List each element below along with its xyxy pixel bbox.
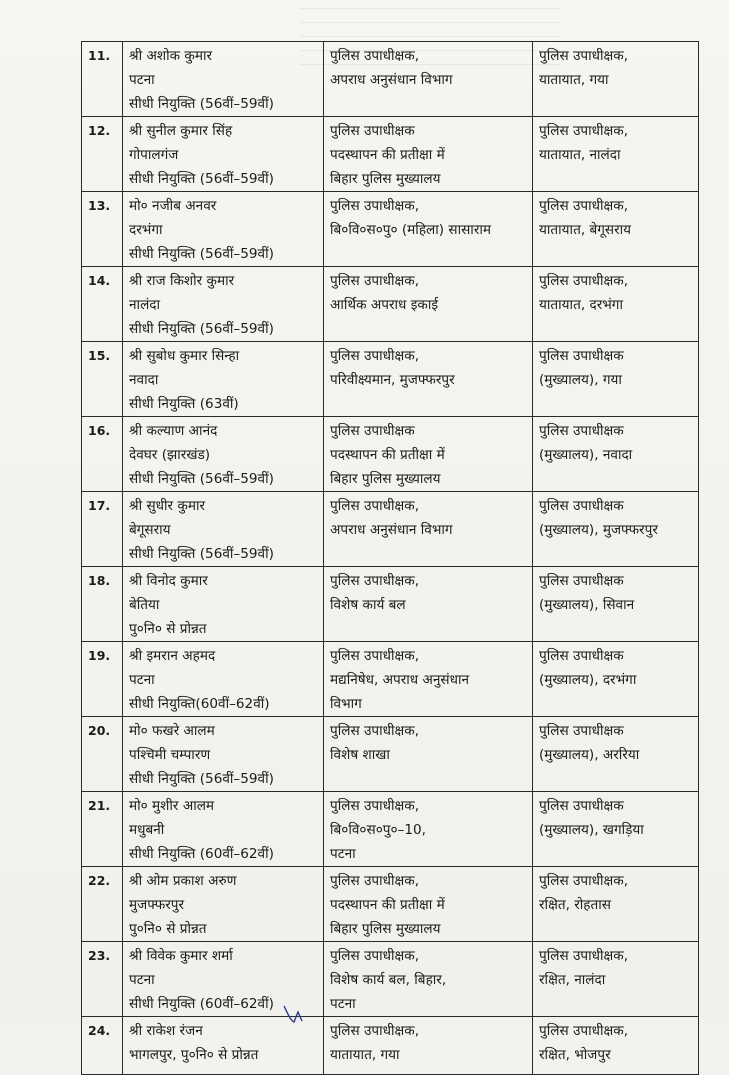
current-posting-line: पुलिस उपाधीक्षक, <box>330 948 420 964</box>
table-row <box>82 417 699 492</box>
current-posting-line: आर्थिक अपराध इकाई <box>330 297 439 313</box>
officer-line: भागलपुर, पु०नि० से प्रोन्नत <box>129 1047 259 1063</box>
officer-line: देवघर (झारखंड) <box>129 447 211 463</box>
new-posting-cell <box>533 642 699 717</box>
new-posting-cell <box>533 417 699 492</box>
serial-number: 15. <box>82 342 123 417</box>
officer-cell <box>123 567 324 642</box>
officer-line: सीधी नियुक्ति (60वीं–62वीं) <box>129 996 274 1012</box>
table-row <box>82 792 699 867</box>
new-posting-line: (मुख्यालय), अररिया <box>539 747 640 763</box>
officer-line: गोपालगंज <box>129 147 179 163</box>
officer-line: नालंदा <box>129 297 161 313</box>
serial-number: 23. <box>82 942 123 1017</box>
officer-line: नवादा <box>129 372 159 388</box>
new-posting-cell <box>533 117 699 192</box>
officer-line: श्री विवेक कुमार शर्मा <box>129 948 233 964</box>
current-posting-cell <box>324 1017 533 1075</box>
serial-number: 11. <box>82 42 123 117</box>
officer-line: सीधी नियुक्ति (56वीं–59वीं) <box>129 471 274 487</box>
serial-number: 22. <box>82 867 123 942</box>
officer-line: श्री सुनील कुमार सिंह <box>129 123 233 139</box>
officer-line: सीधी नियुक्ति (56वीं–59वीं) <box>129 171 274 187</box>
officer-line: पटना <box>129 72 155 88</box>
officer-line: श्री राज किशोर कुमार <box>129 273 235 289</box>
new-posting-cell <box>533 792 699 867</box>
new-posting-line: पुलिस उपाधीक्षक, <box>539 873 629 889</box>
table-row <box>82 192 699 267</box>
new-posting-line: रक्षित, नालंदा <box>539 972 606 988</box>
officer-line: श्री सुधीर कुमार <box>129 498 206 514</box>
current-posting-cell <box>324 867 533 942</box>
new-posting-line: यातायात, नालंदा <box>539 147 621 163</box>
serial-number: 13. <box>82 192 123 267</box>
current-posting-line: पुलिस उपाधीक्षक <box>330 123 415 139</box>
officer-line: पटना <box>129 672 155 688</box>
officer-cell <box>123 117 324 192</box>
officer-line: श्री इमरान अहमद <box>129 648 216 664</box>
current-posting-line: पटना <box>330 996 356 1012</box>
new-posting-line: रक्षित, भोजपुर <box>539 1047 611 1063</box>
current-posting-line: विशेष शाखा <box>330 747 390 763</box>
current-posting-line: विशेष कार्य बल, बिहार, <box>330 972 447 988</box>
serial-number: 21. <box>82 792 123 867</box>
new-posting-line: (मुख्यालय), मुजफ्फरपुर <box>539 522 658 538</box>
officer-line: पु०नि० से प्रोन्नत <box>129 621 207 637</box>
current-posting-cell <box>324 342 533 417</box>
current-posting-line: बिहार पुलिस मुख्यालय <box>330 471 441 487</box>
officer-line: सीधी नियुक्ति (56वीं–59वीं) <box>129 546 274 562</box>
current-posting-cell <box>324 117 533 192</box>
officer-cell <box>123 342 324 417</box>
new-posting-line: रक्षित, रोहतास <box>539 897 611 913</box>
current-posting-line: पुलिस उपाधीक्षक <box>330 423 415 439</box>
current-posting-line: अपराध अनुसंधान विभाग <box>330 522 453 538</box>
officer-line: सीधी नियुक्ति (56वीं–59वीं) <box>129 246 274 262</box>
new-posting-cell <box>533 267 699 342</box>
current-posting-line: पुलिस उपाधीक्षक, <box>330 873 420 889</box>
current-posting-line: अपराध अनुसंधान विभाग <box>330 72 453 88</box>
current-posting-line: बि०वि०स०पु० (महिला) सासाराम <box>330 222 492 238</box>
officer-cell <box>123 717 324 792</box>
current-posting-cell <box>324 192 533 267</box>
officer-line: श्री विनोद कुमार <box>129 573 208 589</box>
officer-line: सीधी नियुक्ति (56वीं–59वीं) <box>129 96 274 112</box>
current-posting-cell <box>324 42 533 117</box>
current-posting-line: पुलिस उपाधीक्षक, <box>330 273 420 289</box>
current-posting-cell <box>324 792 533 867</box>
officer-line: श्री ओम प्रकाश अरुण <box>129 873 237 889</box>
new-posting-line: (मुख्यालय), दरभंगा <box>539 672 637 688</box>
current-posting-line: पदस्थापन की प्रतीक्षा में <box>330 147 445 163</box>
new-posting-cell <box>533 567 699 642</box>
officer-line: सीधी नियुक्ति (63वीं) <box>129 396 239 412</box>
officer-line: श्री कल्याण आनंद <box>129 423 218 439</box>
officer-cell <box>123 792 324 867</box>
current-posting-line: परिवीक्ष्यमान, मुजफ्फरपुर <box>330 372 455 388</box>
pen-scribble-icon <box>280 1004 320 1024</box>
officer-cell <box>123 1017 324 1075</box>
current-posting-line: बिहार पुलिस मुख्यालय <box>330 921 441 937</box>
current-posting-line: पुलिस उपाधीक्षक, <box>330 648 420 664</box>
officer-line: श्री सुबोध कुमार सिन्हा <box>129 348 240 364</box>
officer-line: पटना <box>129 972 155 988</box>
new-posting-cell <box>533 867 699 942</box>
table-row <box>82 117 699 192</box>
officer-line: सीधी नियुक्ति (56वीं–59वीं) <box>129 321 274 337</box>
new-posting-line: पुलिस उपाधीक्षक, <box>539 198 629 214</box>
current-posting-line: विशेष कार्य बल <box>330 597 406 613</box>
officer-line: मुजफ्फरपुर <box>129 897 185 913</box>
current-posting-line: पदस्थापन की प्रतीक्षा में <box>330 447 445 463</box>
serial-number: 24. <box>82 1017 123 1075</box>
new-posting-line: पुलिस उपाधीक्षक <box>539 348 624 364</box>
officer-line: बेगूसराय <box>129 522 171 538</box>
current-posting-line: पुलिस उपाधीक्षक, <box>330 348 420 364</box>
current-posting-line: यातायात, गया <box>330 1047 400 1063</box>
officer-cell <box>123 867 324 942</box>
new-posting-line: पुलिस उपाधीक्षक <box>539 798 624 814</box>
current-posting-cell <box>324 417 533 492</box>
current-posting-line: पुलिस उपाधीक्षक, <box>330 498 420 514</box>
new-posting-cell <box>533 942 699 1017</box>
current-posting-line: पुलिस उपाधीक्षक, <box>330 723 420 739</box>
new-posting-cell <box>533 717 699 792</box>
officer-line: मो० नजीब अनवर <box>129 198 217 214</box>
current-posting-line: बि०वि०स०पु०–10, <box>330 822 426 838</box>
serial-number: 14. <box>82 267 123 342</box>
new-posting-line: पुलिस उपाधीक्षक <box>539 648 624 664</box>
current-posting-line: बिहार पुलिस मुख्यालय <box>330 171 441 187</box>
new-posting-line: पुलिस उपाधीक्षक <box>539 423 624 439</box>
table-row <box>82 42 699 117</box>
posting-table <box>81 41 699 1075</box>
new-posting-line: यातायात, गया <box>539 72 609 88</box>
officer-cell <box>123 42 324 117</box>
serial-number: 19. <box>82 642 123 717</box>
current-posting-line: पुलिस उपाधीक्षक, <box>330 48 420 64</box>
table-row <box>82 1017 699 1075</box>
new-posting-line: यातायात, दरभंगा <box>539 297 623 313</box>
officer-cell <box>123 642 324 717</box>
current-posting-cell <box>324 942 533 1017</box>
officer-line: पु०नि० से प्रोन्नत <box>129 921 207 937</box>
new-posting-line: पुलिस उपाधीक्षक <box>539 723 624 739</box>
new-posting-line: पुलिस उपाधीक्षक, <box>539 1023 629 1039</box>
table-row <box>82 942 699 1017</box>
officer-line: मो० फखरे आलम <box>129 723 215 739</box>
current-posting-line: पदस्थापन की प्रतीक्षा में <box>330 897 445 913</box>
posting-table-body <box>82 42 699 1075</box>
current-posting-line: विभाग <box>330 696 362 712</box>
officer-cell <box>123 492 324 567</box>
table-row <box>82 342 699 417</box>
officer-line: सीधी नियुक्ति(60वीं–62वीं) <box>129 696 270 712</box>
new-posting-line: पुलिस उपाधीक्षक, <box>539 273 629 289</box>
officer-line: सीधी नियुक्ति (56वीं–59वीं) <box>129 771 274 787</box>
officer-cell <box>123 417 324 492</box>
new-posting-line: पुलिस उपाधीक्षक <box>539 573 624 589</box>
current-posting-cell <box>324 267 533 342</box>
officer-line: पश्चिमी चम्पारण <box>129 747 211 763</box>
current-posting-line: पुलिस उपाधीक्षक, <box>330 798 420 814</box>
current-posting-cell <box>324 567 533 642</box>
current-posting-cell <box>324 642 533 717</box>
serial-number: 12. <box>82 117 123 192</box>
new-posting-line: पुलिस उपाधीक्षक, <box>539 48 629 64</box>
current-posting-cell <box>324 492 533 567</box>
officer-line: सीधी नियुक्ति (60वीं–62वीं) <box>129 846 274 862</box>
table-row <box>82 642 699 717</box>
officer-cell <box>123 192 324 267</box>
current-posting-line: मद्यनिषेध, अपराध अनुसंधान <box>330 672 470 688</box>
serial-number: 20. <box>82 717 123 792</box>
officer-line: श्री राकेश रंजन <box>129 1023 203 1039</box>
new-posting-line: पुलिस उपाधीक्षक, <box>539 123 629 139</box>
current-posting-line: पुलिस उपाधीक्षक, <box>330 1023 420 1039</box>
table-row <box>82 717 699 792</box>
current-posting-line: पुलिस उपाधीक्षक, <box>330 573 420 589</box>
serial-number: 16. <box>82 417 123 492</box>
new-posting-line: पुलिस उपाधीक्षक <box>539 498 624 514</box>
new-posting-line: (मुख्यालय), नवादा <box>539 447 633 463</box>
officer-line: दरभंगा <box>129 222 163 238</box>
new-posting-line: पुलिस उपाधीक्षक, <box>539 948 629 964</box>
serial-number: 17. <box>82 492 123 567</box>
new-posting-cell <box>533 42 699 117</box>
current-posting-cell <box>324 717 533 792</box>
new-posting-cell <box>533 192 699 267</box>
new-posting-line: यातायात, बेगूसराय <box>539 222 632 238</box>
new-posting-cell <box>533 492 699 567</box>
new-posting-line: (मुख्यालय), खगड़िया <box>539 822 644 838</box>
new-posting-line: (मुख्यालय), गया <box>539 372 622 388</box>
officer-line: मधुबनी <box>129 822 165 838</box>
table-row <box>82 267 699 342</box>
table-row <box>82 867 699 942</box>
officer-line: श्री अशोक कुमार <box>129 48 213 64</box>
serial-number: 18. <box>82 567 123 642</box>
new-posting-line: (मुख्यालय), सिवान <box>539 597 635 613</box>
new-posting-cell <box>533 1017 699 1075</box>
table-row <box>82 567 699 642</box>
new-posting-cell <box>533 342 699 417</box>
current-posting-line: पटना <box>330 846 356 862</box>
officer-line: बेतिया <box>129 597 160 613</box>
current-posting-line: पुलिस उपाधीक्षक, <box>330 198 420 214</box>
officer-cell <box>123 267 324 342</box>
table-row <box>82 492 699 567</box>
officer-line: मो० मुशीर आलम <box>129 798 215 814</box>
